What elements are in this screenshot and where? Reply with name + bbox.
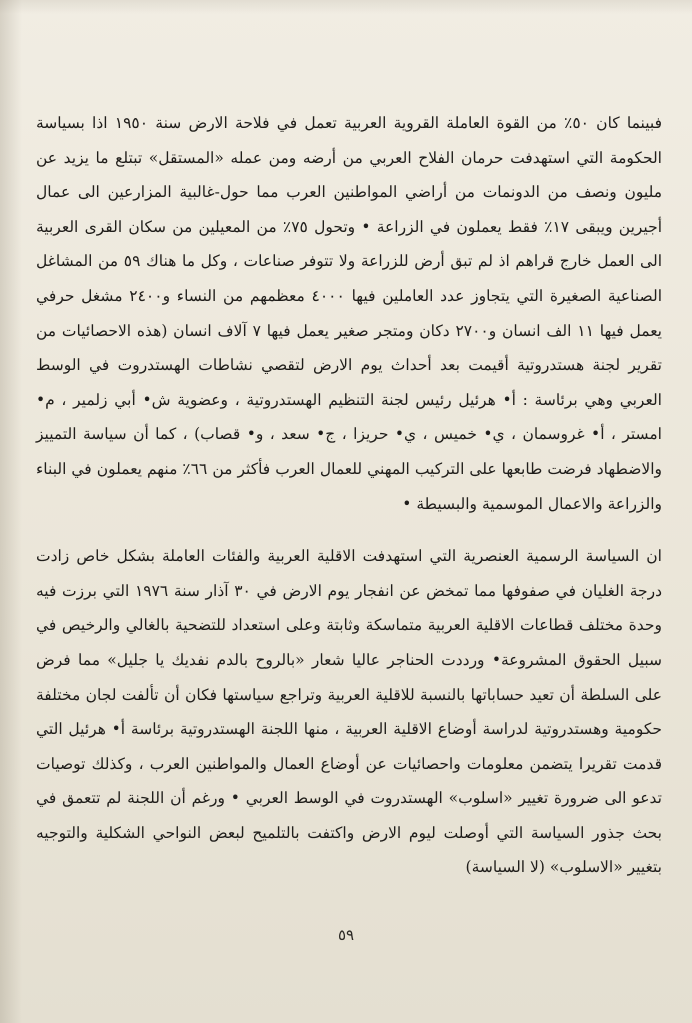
page-number: ٥٩ [337,926,355,944]
paragraph-2: ان السياسة الرسمية العنصرية التي استهدفت الاقلية العربية والفئات العاملة بشكل خاص زادت درجة الغليان في صفوفها مما تمخض عن انفجار يوم الارض في ٣٠ آذار سنة ١٩٧٦ التي برزت فيه وحدة مختلف قطاعات الاقلية العربية متماسكة وثابتة وعلى استعداد للتضحية بالغالي والرخيص في سبيل الحقوق المشروعة• ورددت الحناجر عاليا شعار «بالروح بالدم نفديك يا جليل» مما فرض على السلطة أن تعيد حساباتها بالنسبة للاقلية العربية وتراجع سياستها فكان أن تألفت لجان مختلفة حكومية وهستدروتية لدراسة أوضاع الاقلية العربية ، منها اللجنة الهستدروتية برئاسة أ• هرئيل التي قدمت تقريرا يتضمن معلومات واحصائيات عن أوضاع العمال والمواطنين العرب ، وكذلك توصيات تدعو الى ضرورة تغيير «اسلوب» الهستدروت في الوسط العربي • ورغم أن اللجنة لم تتعمق في بحث جذور السياسة التي أوصلت ليوم الارض واكتفت بالتلميح لبعض النواحي الشكلية والتوجيه بتغيير «الاسلوب» (لا السياسة) [36,547,662,877]
page-top-shadow [0,0,692,14]
body-text [36,106,662,885]
page-binding-shadow [0,0,22,1023]
paragraph-1: فبينما كان ٥٠٪ من القوة العاملة القروية العربية تعمل في فلاحة الارض سنة ١٩٥٠ اذا بسياسة الحكومة التي استهدفت حرمان الفلاح العربي من أرضه ومن عمله «المستقل» تبتلع ما يزيد عن مليون ونصف من الدونمات من أراضي المواطنين العرب مما حول-غالبية المزارعين الى عمال أجيرين ويبقى ١٧٪ فقط يعملون في الزراعة • وتحول ٧٥٪ من المعيلين من سكان القرى العربية الى العمل خارج قراهم اذ لم تبق أرض للزراعة ولا تتوفر صناعات ، وكل ما هناك ٥٩ من المشاغل الصناعية الصغيرة التي يتجاوز عدد العاملين فيها ٤٠٠٠ معظمهم من النساء و٢٤٠٠ مشغل حرفي يعمل فيها ١١ الف انسان و٢٧٠٠ دكان ومتجر صغير يعمل فيها ٧ آلاف انسان (هذه الاحصائيات من تقرير لجنة هستدروتية أقيمت بعد أحداث يوم الارض لتقصي نشاطات الهستدروت في الوسط العربي وهي برئاسة : أ• هرئيل رئيس لجنة التنظيم الهستدروتية ، وعضوية ش• أبي زلمير ، م• امستر ، أ• غروسمان ، ي• خميس ، ي• حريزا ، ج• سعد ، و• قصاب) ، كما أن سياسة التمييز والاضطهاد فرضت طابعها على التركيب المهني للعمال العرب فأكثر من ٦٦٪ منهم يعملون في البناء والزراعة والاعمال الموسمية والبسيطة • [36,114,663,513]
